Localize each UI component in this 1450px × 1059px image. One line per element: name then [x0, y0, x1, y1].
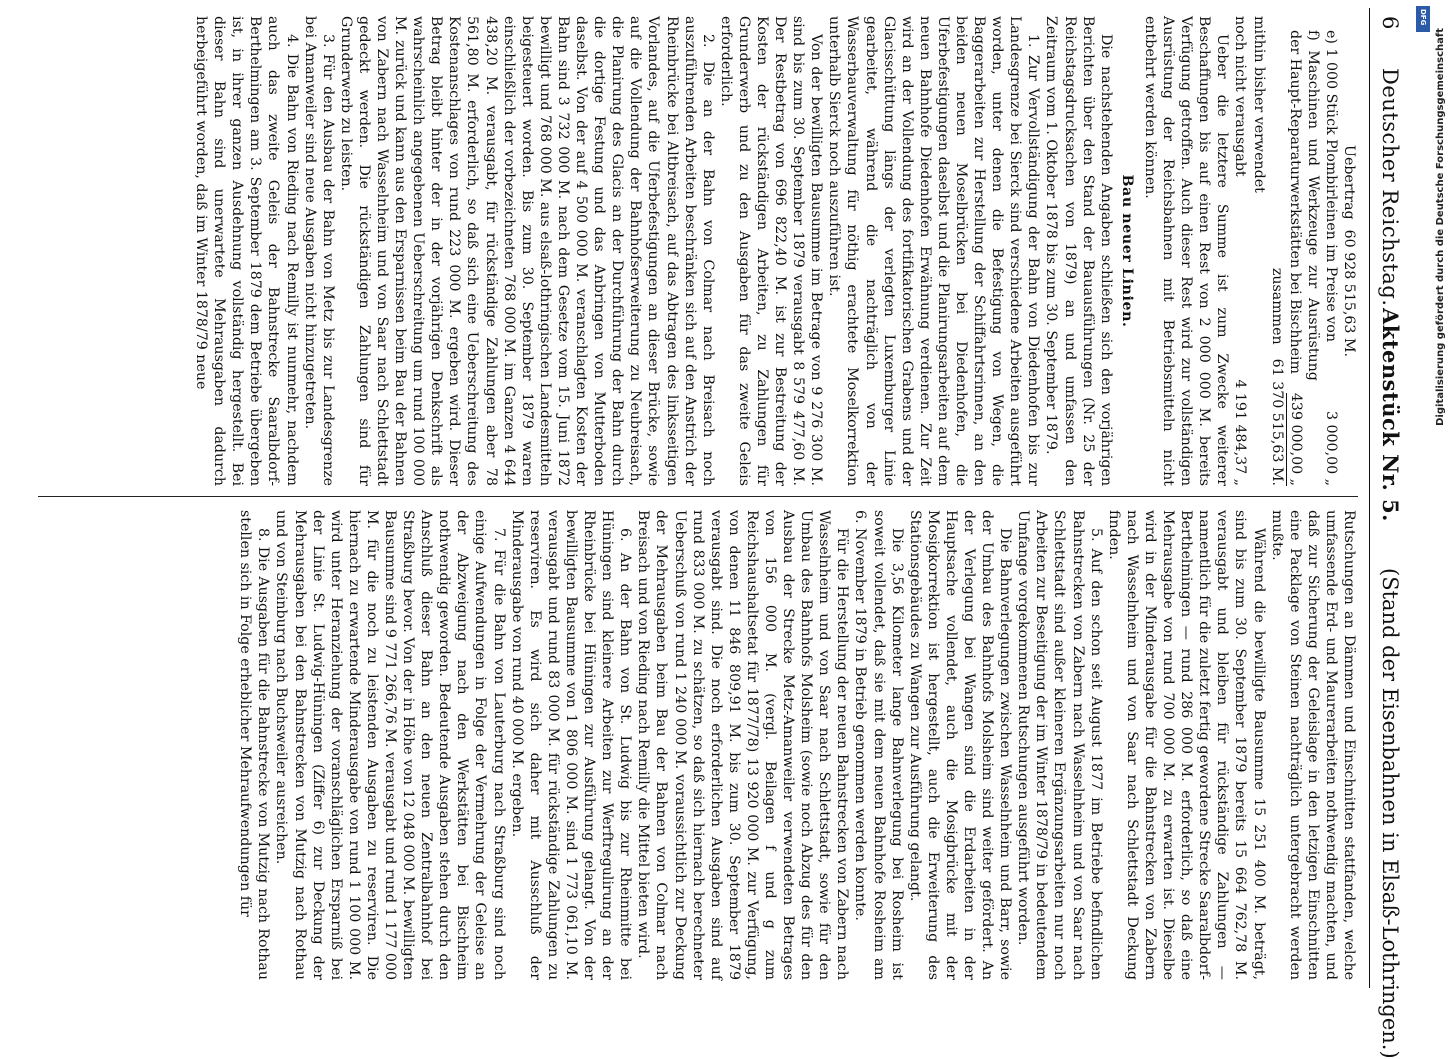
sum-line	[1268, 16, 1286, 486]
page-header	[1369, 8, 1410, 1059]
paragraph: 8. Die Ausgaben für die Bahnstrecke von Mutzig nach Rothau stellen sich in Folge erheblicher Mehraufwendungen für	[237, 510, 272, 980]
paragraph: Rutschungen an Dämmen und Einschnitten stattfanden, welche umfassende Erd- und Maurerarbeiten nothwendig machten, und daß zur Sicherung der Geleislage in den letzigen Einschnitten eine Packlage von Steinen nachträglich untergebracht werden mußte.	[1268, 510, 1357, 980]
margin-credit	[1414, 0, 1446, 1000]
paragraph: Die nachstehenden Angaben schließen sich den vorjährigen Berichten über den Stand der Bauausführungen (Nr. 25 der Reichstagsdrucksachen von 1879) an und umfassen den Zeitraum vom 1. Oktober 1878 bis zum 30. September 1879.	[1043, 16, 1114, 486]
item-e	[1322, 16, 1340, 486]
spent-line	[1249, 16, 1267, 486]
paragraph: 5. Auf den schon seit August 1877 im Betriebe befindlichen Bahnstrecken von Zabern nach Wasselnheim und von Saar nach Schlettstadt sind außer kleineren Ergänzungsarbeiten nur noch Arbeiten zur Beseitigung der im Winter 1878/79 in bedeutendem Umfange vorgekommenen Rutschungen ausgeführt worden.	[1015, 510, 1104, 980]
paragraph: 7. Für die Bahn von Lauterburg nach Straßburg sind noch einige Aufwendungen in Folge der Vermehrung der Geleise an der Abzweigung nach den Werkstätten bei Bischheim nothwendig geworden. Bedeutende Ausgaben stehen durch den Anschluß dieser Bahn an den neuen Zentralbahnhof bei Straßburg bevor. Von der in Höhe von 12 048 000 M. bewilligten Bausumme sind 9 771 266,76 M. verausgabt und rund 1 177 000 M. für die noch zu leistenden Ausgaben zu reserviren. Die hiernach zu erwartende Minderausgabe von rund 1 100 000 M. wird unter Heranziehung der voranschläglichen Ersparniß bei der Linie St. Ludwig-Hüningen (Ziffer 6) zur Deckung der Mehrausgaben bei den Bahnstrecken von Mutzig nach Rothau und von Steinburg nach Buchsweiler ausreichen.	[273, 510, 507, 980]
document-number: Aktenstück Nr. 5.	[1378, 308, 1403, 522]
item-f-label: f) Maschinen und Werkzeuge zur Ausrüstung der Haupt-Reparaturwerkstätten bei Bischheim	[1286, 30, 1321, 381]
paragraph: Von der bewilligten Bausumme im Betrage von 9 276 300 M. sind bis zum 30. September 1879 verausgabt 8 579 477,60 M. Der Restbetrag von 696 822,40 M. ist zur Bestreitung der Kosten der rückständigen Arbeiten, zu Zahlungen für Grunderwerb und zu den Ausgaben für das zweite Geleis erforderlich.	[717, 16, 825, 486]
remaining-label: noch nicht verausgabt	[1232, 16, 1249, 177]
column-divider	[38, 496, 1358, 497]
paragraph: Während die bewilligte Bausumme 15 251 400 M. beträgt, sind bis zum 30. September 1879 bereits 15 664 762,78 M. verausgabt und bleiben für rückständige Zahlungen — namentlich für die zuletzt fertig gewordene Strecke Saaralbdorf-Berthelmingen — rund 286 000 M. erforderlich, so daß eine Mehrausgabe von rund 700 000 M. zu erwarten ist. Dieselbe wird in der Minderausgabe für die Bahnstrecken von Zabern nach Wasselnheim und von Saar nach Schlettstadt Deckung finden.	[1105, 510, 1267, 980]
spent-label: mithin bisher verwendet	[1250, 16, 1267, 193]
paragraph: 4. Die Bahn von Rieding nach Remilly ist nunmehr, nachdem auch das zweite Geleis der Bahnstrecke Saaralbdorf-Berthelmingen am 3. September 1879 dem Betriebe übergeben ist, in ihrer ganzen Ausdehnung vollständig hergestellt. Bei dieser Bahn sind unerwartete Mehrausgaben dadurch herbeigeführt worden, daß im Winter 1878/79 neue	[193, 16, 300, 486]
page-number: 6	[1378, 16, 1402, 30]
item-f	[1286, 16, 1322, 486]
remaining-line	[1231, 16, 1249, 486]
dfg-logo-text: DFG	[1419, 9, 1427, 26]
scanned-page	[20, 8, 1410, 1059]
item-f-amount: 439 000,00 „	[1286, 393, 1305, 486]
dfg-logo-icon	[1416, 6, 1430, 32]
digitization-credit: Digitalisierung gefördert durch die Deutsche Forschungsgemeinschaft	[1435, 28, 1446, 426]
paragraph: Für die Herstellung der neuen Bahnstrecken von Zabern nach Wasselnheim und von Saar nach Schlettstadt, sowie für den Umbau des Bahnhofs Molsheim (sowie noch Abzug des für den Ausbau der Strecke Metz-Amanweiler verwendeten Betrages von 156 000 M. (vergl. Beilagen f und g zum Reichshaushaltsetat für 1877/78) 13 920 000 M. zur Verfügung, von denen 11 846 809,91 M. bis zum 30. September 1879 verausgabt sind. Die noch erforderlichen Ausgaben sind auf rund 833 000 M. zu schätzen, so daß sich hiernach berechneter Ueberschuß von rund 1 240 000 M. voraussichtlich zur Deckung der Mehrausgaben beim Bau der Bahnen von Colmar nach Breisach und von Rieding nach Remilly die Mittel bieten wird.	[635, 510, 851, 980]
paragraph: Die Bahnverlegungen zwischen Wasselnheim und Barr, sowie der Umbau des Bahnhofs Molsheim sind weiter gefördert. An der Verlegung bei Wangen sind die Erdarbeiten in der Hauptsache vollendet, auch die Mosigbrücke mit der Mosigkorrektion ist hergestellt, auch die Erweiterung des Stationsgebäudes zu Wangen zur Ausführung gelangt.	[906, 510, 1014, 980]
remaining-amount: 4 191 484,37 „	[1232, 379, 1249, 486]
paragraph: 6. An der Bahn von St. Ludwig bis zur Rheinmitte bei Hüningen sind kleinere Arbeiten zur Werftregulirung an der Rheinbrücke bei Hüningen zur Ausführung gelangt. Von der bewilligten Bausumme von 1 806 000 M. sind 1 773 061,10 M. verausgabt und rund 83 000 M. für rückständige Zahlungen zu reserviren. Es wird sich daher mit Ausschluß der Minderausgabe von rund 40 000 M. ergeben.	[508, 510, 634, 980]
carry-amount: 60 928 515,63 M.	[1341, 229, 1357, 357]
intro-paragraph: Ueber die letztere Summe ist zum Zwecke weiterer Beschaffungen bis auf einen Rest von 2 000 000 M. bereits Verfügung getroffen. Auch dieser Rest wird zur vollständigen Ausrüstung der Reichsbahnen mit Betriebsmitteln nicht entbehrt werden können.	[1141, 16, 1231, 486]
section-heading: Bau neuer Linien.	[1118, 174, 1135, 328]
paragraph: 3. Für den Ausbau der Bahn von Metz bis zur Landesgrenze bei Amanweiler sind neue Ausgaben nicht hinzugetreten.	[301, 16, 336, 486]
document-topic: (Stand der Eisenbahnen in Elsaß-Lothringen.)	[1378, 568, 1402, 1059]
sum-amount: 61 370 515,63 M.	[1268, 358, 1285, 486]
paragraph: Die 3,56 Kilometer lange Bahnverlegung bei Rosheim ist soweit vollendet, daß sie mit dem neuen Bahnhofe Rosheim am 6. November 1879 in Betrieb genommen werden konnte.	[852, 510, 905, 980]
publication-title: Deutscher Reichstag.	[1378, 68, 1402, 307]
paragraph: 1. Zur Vervollständigung der Bahn von Diedenhofen bis zur Landesgrenze bei Sierck sind verschiedene Arbeiten ausgeführt worden, unter denen die Befestigung von Wegen, die Baggerarbeiten zur Herstellung der Schiffahrtsrinnen, an den beiden neuen Moselbrücken bei Diedenhofen, die Uferbefestigungen daselbst und die Planirungsarbeiten auf dem neuen Bahnhofe Diedenhofen Erwähnung verdienen. Zur Zeit wird an der Vollendung des fortifikatorischen Grabens und der Glacisschüttung längs der verlegten Luxemburger Linie gearbeitet, während die nachträglich von der Wasserbauverwaltung für nöthig erachtete Moselkorrektion unterhalb Sierck noch auszuführen ist.	[826, 16, 1042, 486]
carry-line	[1340, 16, 1358, 486]
right-column	[38, 510, 1358, 980]
sum-label: zusammen	[1268, 267, 1285, 345]
left-column	[38, 16, 1358, 486]
item-e-amount: 3 000,00 „	[1322, 410, 1339, 486]
item-e-label: e) 1 000 Stück Plombirleinen im Preise von	[1322, 30, 1339, 342]
carry-label: Uebertrag	[1341, 145, 1357, 220]
paragraph: 2. Die an der Bahn von Colmar nach Breisach noch auszuführenden Arbeiten beschränken sich auf den Anstrich der Rheinbrücke bei Altbreisach, auf das Abtragen des linksseitigen Vorlandes, auf die Uferbefestigungen an dieser Brücke, sowie auf die Vollendung der Bahnhofserweiterung zu Neubreisach, die Planirung des Glacis an der Durchführung der Bahn durch die dortige Festung und das Anbringen von Mutterboden daselbst. Von der auf 4 500 000 M. veranschlagten Kosten der Bahn sind 3 732 000 M. nach dem Gesetze vom 15. Juni 1872 bewilligt und 768 000 M. aus elsaß-lothringischen Landesmitteln beigesteuert worden. Bis zum 30. September 1879 waren einschließlich der vorbezeichneten 768 000 M. im Ganzen 4 644 438,20 M. verausgabt, für rückständige Zahlungen aber 78 561,80 M. erforderlich, so daß sich eine Ueberschreitung des Kostenanschlages von rund 223 000 M. ergeben wird. Dieser Betrag bleibt hinter der in der vorjährigen Denkschrift als wahrscheinlich angegebenen Ueberschreitung um rund 100 000 M. zurück und kann aus den Ersparnissen beim Bau der Bahnen von Zabern nach Wasselnheim und von Saar nach Schlettstadt gedeckt werden. Die rückständigen Zahlungen sind für Grunderwerb zu leisten.	[337, 16, 716, 486]
